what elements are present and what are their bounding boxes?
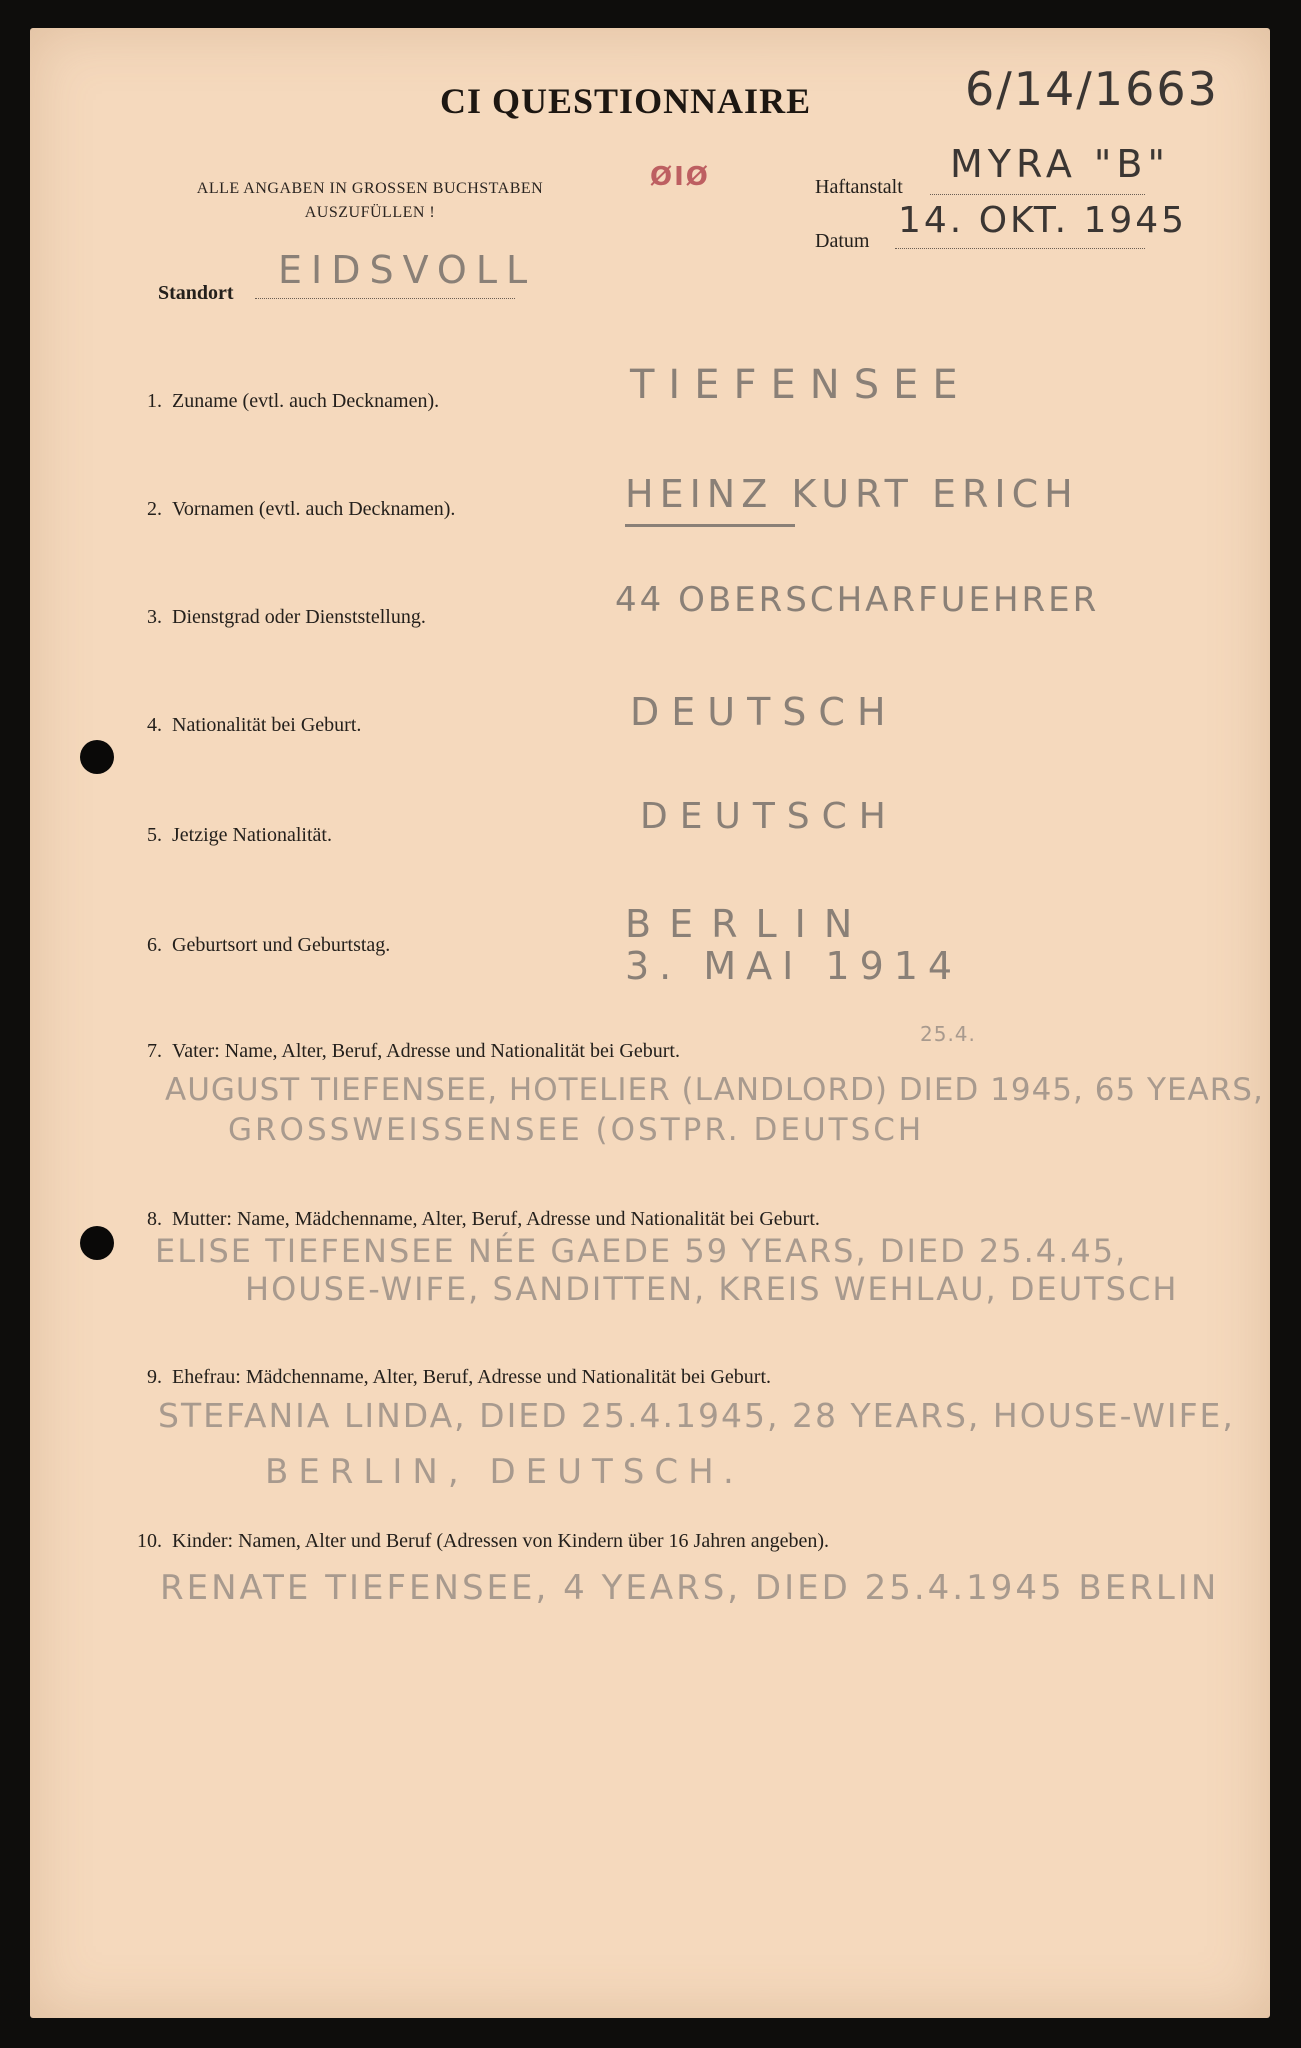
question-3-label (130, 606, 426, 629)
question-2-number: 2. (147, 498, 162, 520)
question-8-answer-line-2: HOUSE-WIFE, SANDITTEN, KREIS WEHLAU, DEUTSCH (245, 1270, 1179, 1308)
question-9-text: Ehefrau: Mädchenname, Alter, Beruf, Adresse und Nationalität bei Geburt. (172, 1366, 772, 1388)
question-7-label (130, 1040, 680, 1063)
question-9-answer-line-1: STEFANIA LINDA, DIED 25.4.1945, 28 YEARS, HOUSE-WIFE, (158, 1396, 1235, 1435)
haftanstalt-value: MYRA "B" (950, 142, 1170, 186)
question-2-label (130, 498, 455, 521)
question-9-number: 9. (147, 1366, 162, 1388)
question-9-label (130, 1366, 771, 1389)
question-1-answer: TIEFENSEE (630, 362, 972, 408)
question-7-answer-line-2: GROSSWEISSENSEE (OSTPR. DEUTSCH (228, 1112, 925, 1148)
question-4-number: 4. (147, 714, 162, 736)
question-8-label (130, 1208, 820, 1231)
question-5-text: Jetzige Nationalität. (172, 824, 332, 846)
instructions (150, 180, 590, 222)
question-7-answer-line-1: AUGUST TIEFENSEE, HOTELIER (LANDLORD) DIED 1945, 65 YEARS, (165, 1072, 1264, 1108)
question-1-number: 1. (147, 390, 162, 412)
question-2-underline (625, 524, 795, 527)
question-9-answer-line-2: BERLIN, DEUTSCH. (265, 1452, 744, 1492)
question-2-text: Vornamen (evtl. auch Decknamen). (172, 498, 456, 520)
haftanstalt-line (930, 194, 1145, 195)
question-5-number: 5. (147, 824, 162, 846)
stamp-mark: ØIØ (650, 162, 710, 192)
question-8-number: 8. (147, 1208, 162, 1230)
question-6-label (130, 934, 390, 957)
question-10-text: Kinder: Namen, Alter und Beruf (Adressen von Kindern über 16 Jahren angeben). (172, 1530, 830, 1552)
binder-hole-bottom (80, 1226, 114, 1260)
question-7-text: Vater: Name, Alter, Beruf, Adresse und Nationalität bei Geburt. (172, 1040, 680, 1062)
question-1-text: Zuname (evtl. auch Decknamen). (172, 390, 440, 412)
question-6-text: Geburtsort und Geburtstag. (172, 934, 391, 956)
page-title: CI QUESTIONNAIRE (440, 81, 812, 121)
question-6-answer-line-2: 3. MAI 1914 (625, 944, 963, 988)
question-1-label (130, 390, 439, 413)
question-10-label (130, 1530, 829, 1553)
standort-value: EIDSVOLL (278, 248, 537, 292)
question-4-label (130, 714, 361, 737)
instructions-line-2: AUSZUFÜLLEN ! (304, 204, 436, 221)
binder-hole-top (80, 740, 114, 774)
question-5-label (130, 824, 332, 847)
questionnaire-page (30, 28, 1270, 2018)
haftanstalt-label: Haftanstalt (815, 176, 903, 198)
question-10-answer: RENATE TIEFENSEE, 4 YEARS, DIED 25.4.1945 BERLIN (160, 1568, 1220, 1608)
question-7-number: 7. (147, 1040, 162, 1062)
question-3-answer: 44 OBERSCHARFUEHRER (615, 580, 1100, 620)
datum-label: Datum (815, 230, 870, 252)
question-6-answer-line-1: BERLIN (625, 902, 871, 946)
standort-line (255, 298, 515, 299)
question-3-text: Dienstgrad oder Dienststellung. (172, 606, 426, 628)
question-8-answer-line-1: ELISE TIEFENSEE NÉE GAEDE 59 YEARS, DIED 25.4.45, (155, 1232, 1128, 1270)
question-10-number: 10. (137, 1530, 162, 1552)
question-3-number: 3. (147, 606, 162, 628)
datum-line (895, 248, 1145, 249)
file-number: 6/14/1663 (965, 62, 1219, 116)
question-6-number: 6. (147, 934, 162, 956)
question-4-answer: DEUTSCH (630, 690, 898, 734)
instructions-line-1: ALLE ANGABEN IN GROSSEN BUCHSTABEN (196, 180, 544, 197)
standort-label: Standort (158, 282, 234, 304)
question-2-answer: HEINZ KURT ERICH (625, 472, 1079, 516)
question-5-answer: DEUTSCH (640, 796, 898, 837)
question-7-note: 25.4. (920, 1022, 976, 1046)
question-8-text: Mutter: Name, Mädchenname, Alter, Beruf, Adresse und Nationalität bei Geburt. (172, 1208, 820, 1230)
datum-value: 14. OKT. 1945 (898, 200, 1188, 241)
question-4-text: Nationalität bei Geburt. (172, 714, 362, 736)
